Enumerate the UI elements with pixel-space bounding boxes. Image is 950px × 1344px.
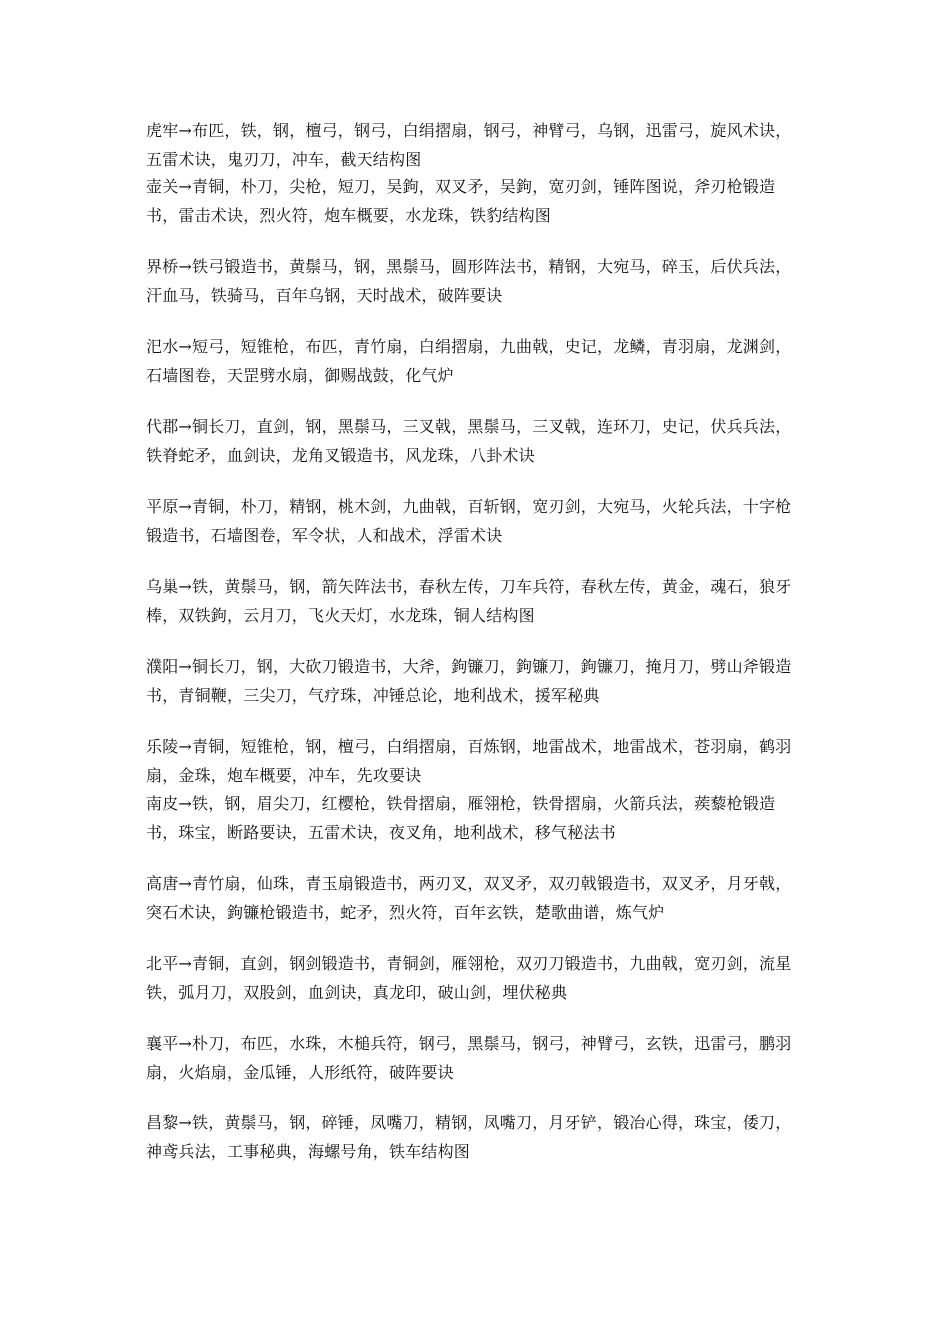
entry-daijun: 代郡→铜长刀，直剑，钢，黑鬃马，三叉戟，黑鬃马，三叉戟，连环刀，史记，伏兵兵法，铁脊蛇矛，血剑诀，龙角叉锻造书，风龙珠，八卦术诀 bbox=[146, 417, 792, 465]
entry-beiping: 北平→青铜，直剑，钢剑锻造书，青铜剑，雁翎枪，双刃刀锻造书，九曲戟，宽刃剑，流星铁，弧月刀，双股剑，血剑诀，真龙印，破山剑，埋伏秘典 bbox=[146, 954, 792, 1002]
entry-leling: 乐陵→青铜，短锥枪，钢，檀弓，白绢摺扇，百炼钢，地雷战术，地雷战术，苍羽扇，鹤羽扇，金珠，炮车概要，冲车，先攻要诀 bbox=[146, 737, 792, 785]
entry-xiangping: 襄平→朴刀，布匹，水珠，木槌兵符，钢弓，黑鬃马，钢弓，神臂弓，玄铁，迅雷弓，鹏羽扇，火焰扇，金瓜锤，人形纸符，破阵要诀 bbox=[146, 1034, 792, 1082]
entry-changli: 昌黎→铁，黄鬃马，钢，碎锤，凤嘴刀，精钢，凤嘴刀，月牙铲，锻冶心得，珠宝，倭刀，神鸢兵法，工事秘典，海螺号角，铁车结构图 bbox=[146, 1113, 792, 1161]
entry-nanpi: 南皮→铁，钢，眉尖刀，红樱枪，铁骨摺扇，雁翎枪，铁骨摺扇，火箭兵法，蒺藜枪锻造书，珠宝，断路要诀，五雷术诀，夜叉角，地利战术，移气秘法书 bbox=[146, 794, 776, 842]
entry-puyang: 濮阳→铜长刀，钢，大砍刀锻造书，大斧，鉤镰刀，鉤镰刀，鉤镰刀，掩月刀，劈山斧锻造书，青铜鞭，三尖刀，气疗珠，冲锤总论，地利战术，援军秘典 bbox=[146, 657, 792, 705]
entry-pingyuan: 平原→青铜，朴刀，精钢，桃木剑，九曲戟，百斩钢，宽刃剑，大宛马，火轮兵法，十字枪锻造书，石墙图卷，军令状，人和战术，浮雷术诀 bbox=[146, 497, 792, 545]
entry-huguan: 壶关→青铜，朴刀，尖枪，短刀，吴鉤，双叉矛，吴鉤，宽刃剑，锤阵图说，斧刃枪锻造书，雷击术诀，烈火符，炮车概要，水龙珠，铁豹结构图 bbox=[146, 177, 776, 225]
entry-gaotang: 高唐→青竹扇，仙珠，青玉扇锻造书，两刃叉，双叉矛，双刃戟锻造书，双叉矛，月牙戟，突石术诀，鉤镰枪锻造书，蛇矛，烈火符，百年玄铁，楚歌曲谱，炼气炉 bbox=[146, 874, 792, 922]
entry-hulao: 虎牢→布匹，铁，钢，檀弓，钢弓，白绢摺扇，钢弓，神臂弓，乌钢，迅雷弓，旋风术诀，五雷术诀，鬼刃刀，冲车，截天结构图 bbox=[146, 121, 792, 169]
entry-jieqiao: 界桥→铁弓锻造书，黄鬃马，钢，黑鬃马，圆形阵法书，精钢，大宛马，碎玉，后伏兵法，汗血马，铁骑马，百年乌钢，天时战术，破阵要诀 bbox=[146, 257, 792, 305]
entry-sishui: 汜水→短弓，短锥枪，布匹，青竹扇，白绢摺扇，九曲戟，史记，龙鳞，青羽扇，龙渊剑，石墙图卷，天罡劈水扇，御赐战鼓，化气炉 bbox=[146, 337, 792, 385]
entry-wuchao: 乌巢→铁，黄鬃马，钢，箭矢阵法书，春秋左传，刀车兵符，春秋左传，黄金，魂石，狼牙棒，双铁鉤，云月刀，飞火天灯，水龙珠，铜人结构图 bbox=[146, 577, 792, 625]
